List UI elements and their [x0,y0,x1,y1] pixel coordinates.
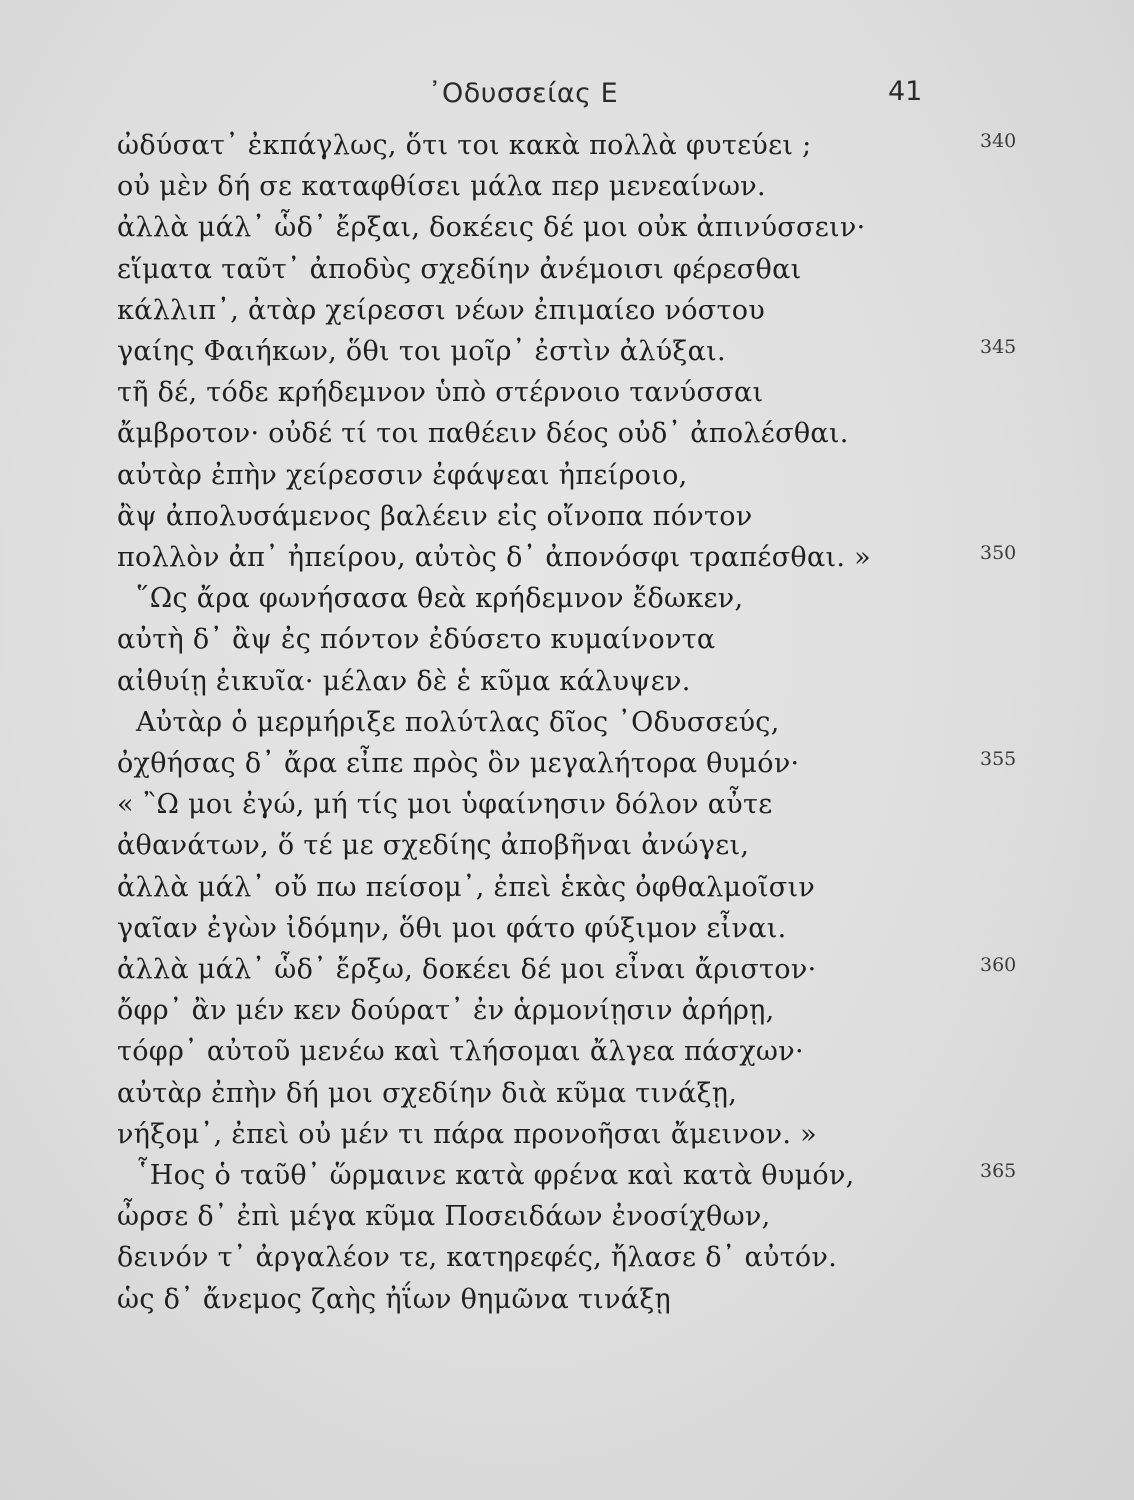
verse-text: ἀλλὰ μάλ᾽ ὧδ᾽ ἔρξαι, δοκέεις δέ μοι οὐκ ἀπινύσσειν· [117,212,866,244]
line-number: 355 [980,748,1017,770]
verse-line [0,289,1134,333]
verse-line [0,454,1134,498]
verse-line [0,1236,1134,1280]
verse-line [0,1154,1134,1198]
verse-line [0,783,1134,827]
verse-text: ῟Ηος ὁ ταῦθ᾽ ὥρμαινε κατὰ φρένα καὶ κατὰ θυμόν, [136,1160,855,1191]
verse-text: αἰθυίῃ ἐικυῖα· μέλαν δὲ ἑ κῦμα κάλυψεν. [117,665,691,697]
verse-text: ἀθανάτων, ὅ τέ με σχεδίης ἀποβῆναι ἀνώγει, [117,830,750,862]
line-number: 350 [980,542,1017,564]
verse-text: ὄφρ᾽ ἂν μέν κεν δούρατ᾽ ἐν ἁρμονίῃσιν ἀρήρῃ, [117,995,775,1027]
verse-text: ἀλλὰ μάλ᾽ ὧδ᾽ ἔρξω, δοκέει δέ μοι εἶναι ἄριστον· [117,954,817,985]
verse-line [0,1072,1134,1116]
verse-line [0,824,1134,868]
verse-line [0,1195,1134,1239]
verse-text: αὐτὰρ ἐπὴν χείρεσσιν ἐφάψεαι ἠπείροιο, [117,459,688,491]
verse-line [0,1113,1134,1157]
line-number: 365 [980,1160,1017,1182]
verse-text: ὡς δ᾽ ἄνεμος ζαὴς ἠΐων θημῶνα τινάξῃ [117,1283,671,1315]
verse-text: οὐ μὲν δή σε καταφθίσει μάλα περ μενεαίνων. [117,171,766,203]
verse-line [0,742,1134,786]
line-number: 340 [980,130,1017,152]
verse-text: ἀλλὰ μάλ᾽ οὔ πω πείσομ᾽, ἐπεὶ ἑκὰς ὀφθαλμοῖσιν [117,871,816,903]
verse-text: ὠδύσατ᾽ ἐκπάγλως, ὅτι τοι κακὰ πολλὰ φυτεύει ; [117,130,812,161]
verse-text: τῆ δέ, τόδε κρήδεμνον ὑπὸ στέρνοιο τανύσσαι [117,377,764,409]
verse-line [0,701,1134,745]
verse-text: « ῍Ω μοι ἐγώ, μή τίς μοι ὑφαίνησιν δόλον αὖτε [117,789,773,821]
verse-line [0,124,1134,168]
verse-text: ὀχθήσας δ᾽ ἄρα εἶπε πρὸς ὃν μεγαλήτορα θυμόν· [117,748,800,779]
verse-line [0,618,1134,662]
verse-text: ῞Ως ἄρα φωνήσασα θεὰ κρήδεμνον ἔδωκεν, [136,583,744,615]
verse-line [0,1278,1134,1322]
verse-line [0,660,1134,704]
verse-line [0,330,1134,374]
verse-line [0,577,1134,621]
verse-line [0,165,1134,209]
verse-line [0,866,1134,910]
verse-line [0,495,1134,539]
verse-text: δεινόν τ᾽ ἀργαλέον τε, κατηρεφές, ἤλασε δ᾽ αὐτόν. [117,1242,838,1274]
verse-text: κάλλιπ᾽, ἀτὰρ χείρεσσι νέων ἐπιμαίεο νόστου [117,294,766,326]
verse-text: γαῖαν ἐγὼν ἰδόμην, ὅθι μοι φάτο φύξιμον εἶναι. [117,912,787,944]
line-number: 360 [980,954,1017,976]
verse-text: αὐτὰρ ἐπὴν δή μοι σχεδίην διὰ κῦμα τινάξῃ, [117,1077,738,1109]
verse-text: αὐτὴ δ᾽ ἂψ ἐς πόντον ἐδύσετο κυμαίνοντα [117,624,716,656]
line-number: 345 [980,336,1017,358]
verse-text: πολλὸν ἀπ᾽ ἠπείρου, αὐτὸς δ᾽ ἀπονόσφι τραπέσθαι. » [117,542,871,573]
verse-line [0,206,1134,250]
verse-text: ὦρσε δ᾽ ἐπὶ μέγα κῦμα Ποσειδάων ἐνοσίχθων, [117,1201,771,1233]
verse-line [0,907,1134,951]
verse-line [0,989,1134,1033]
verse-text: γαίης Φαιήκων, ὅθι τοι μοῖρ᾽ ἐστὶν ἀλύξαι. [117,336,726,367]
verse-text: εἵματα ταῦτ᾽ ἀποδὺς σχεδίην ἀνέμοισι φέρεσθαι [117,253,802,285]
verse-line [0,412,1134,456]
verse-line [0,1030,1134,1074]
verse-line [0,248,1134,292]
verse-text: Αὐτὰρ ὁ μερμήριξε πολύτλας δῖος ᾽Οδυσσεύς, [136,706,780,738]
verse-line [0,536,1134,580]
verse-text: ἂψ ἀπολυσάμενος βαλέειν εἰς οἴνοπα πόντον [117,500,753,532]
verse-text: ἄμβροτον· οὐδέ τί τοι παθέειν δέος οὐδ᾽ ἀπολέσθαι. [117,418,849,450]
verse-line [0,948,1134,992]
verse-text: τόφρ᾽ αὐτοῦ μενέω καὶ τλήσομαι ἄλγεα πάσχων· [117,1036,804,1068]
verse-text: νήξομ᾽, ἐπεὶ οὐ μέν τι πάρα προνοῆσαι ἄμεινον. » [117,1118,817,1150]
running-head-title: ᾽Οδυσσείας Ε [428,78,619,109]
page-number: 41 [888,76,923,107]
verse-line [0,371,1134,415]
